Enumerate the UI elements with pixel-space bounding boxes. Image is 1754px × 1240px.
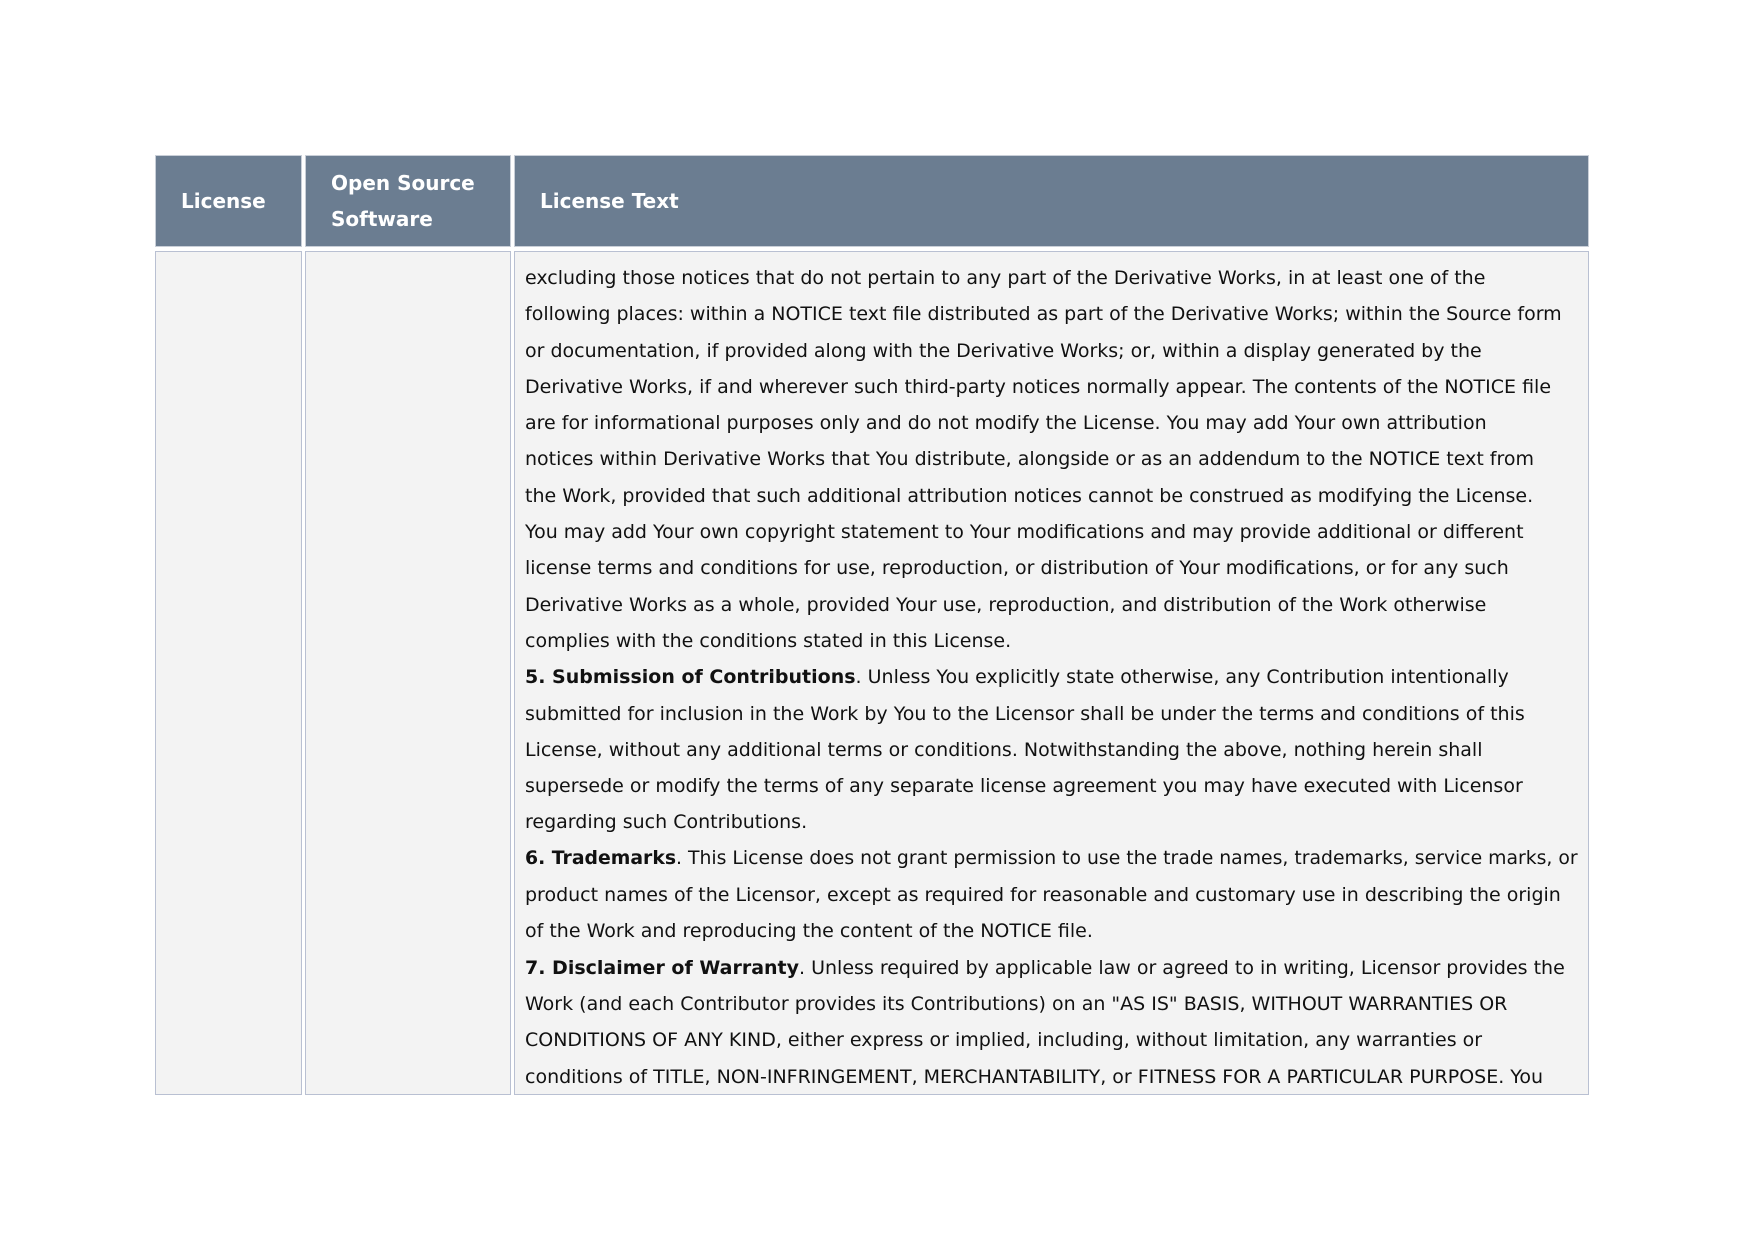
section-5-first-text: . Unless You explicitly state otherwise, any Contribution intentionally xyxy=(855,666,1509,689)
header-license xyxy=(155,155,302,247)
text-line: You may add Your own copyright statement to Your modifications and may provide additional or different xyxy=(525,521,1524,544)
cell-license xyxy=(155,251,302,1095)
text-line: are for informational purposes only and do not modify the License. You may add Your own attribution xyxy=(525,412,1487,435)
text-line: Derivative Works as a whole, provided Your use, reproduction, and distribution of the Work otherwise xyxy=(525,593,1487,616)
section-6-first-line xyxy=(525,841,1578,877)
text-line: of the Work and reproducing the content of the NOTICE file. xyxy=(525,920,1093,943)
text-line: complies with the conditions stated in this License. xyxy=(525,629,1012,652)
text-line: supersede or modify the terms of any separate license agreement you may have executed with Licensor xyxy=(525,775,1523,798)
text-line: notices within Derivative Works that You distribute, alongside or as an addendum to the NOTICE text from xyxy=(525,448,1535,471)
header-open-source-software xyxy=(305,155,511,247)
text-line: product names of the Licensor, except as required for reasonable and customary use in describing the origin xyxy=(525,884,1561,907)
text-line: Derivative Works, if and wherever such third-party notices normally appear. The contents of the NOTICE file xyxy=(525,375,1552,398)
section-5-first-line xyxy=(525,659,1578,695)
section-7-first-text: . Unless required by applicable law or agreed to in writing, Licensor provides the xyxy=(799,956,1565,979)
license-table xyxy=(155,155,1589,1095)
section-7-first-line xyxy=(525,950,1578,986)
header-license-text-label: License Text xyxy=(540,189,679,213)
section-6-first-text: . This License does not grant permission to use the trade names, trademarks, service marks, or xyxy=(676,847,1578,869)
header-license-label: License xyxy=(181,189,266,213)
header-oss-line1: Open Source xyxy=(331,171,475,195)
cell-license-text xyxy=(514,251,1589,1095)
section-6-heading: 6. Trademarks xyxy=(525,847,677,869)
table-header-row xyxy=(155,155,1589,247)
section-5-heading: 5. Submission of Contributions xyxy=(525,666,856,689)
text-line: License, without any additional terms or conditions. Notwithstanding the above, nothing herein shall xyxy=(525,738,1483,761)
text-line: or documentation, if provided along with the Derivative Works; or, within a display generated by the xyxy=(525,339,1482,362)
text-line: Work (and each Contributor provides its Contributions) on an "AS IS" BASIS, WITHOUT WARRANTIES OR xyxy=(525,992,1508,1015)
header-license-text xyxy=(514,155,1589,247)
text-line: conditions of TITLE, NON-INFRINGEMENT, MERCHANTABILITY, or FITNESS FOR A PARTICULAR PURPOSE. You xyxy=(525,1065,1544,1088)
header-oss-label xyxy=(331,165,475,237)
text-line: submitted for inclusion in the Work by You to the Licensor shall be under the terms and conditions of this xyxy=(525,702,1525,725)
text-line: CONDITIONS OF ANY KIND, either express or implied, including, without limitation, any warranties or xyxy=(525,1029,1483,1052)
text-line: the Work, provided that such additional attribution notices cannot be construed as modifying the License. xyxy=(525,484,1534,507)
text-line: following places: within a NOTICE text file distributed as part of the Derivative Works; within the Source form xyxy=(525,303,1562,326)
header-oss-line2: Software xyxy=(331,207,433,231)
cell-open-source-software xyxy=(305,251,511,1095)
table-row xyxy=(155,251,1589,1095)
text-line: regarding such Contributions. xyxy=(525,811,808,834)
text-line: license terms and conditions for use, reproduction, or distribution of Your modifications, or for any such xyxy=(525,557,1509,580)
section-7-heading: 7. Disclaimer of Warranty xyxy=(525,956,800,979)
text-line: excluding those notices that do not pertain to any part of the Derivative Works, in at least one of the xyxy=(525,267,1486,289)
